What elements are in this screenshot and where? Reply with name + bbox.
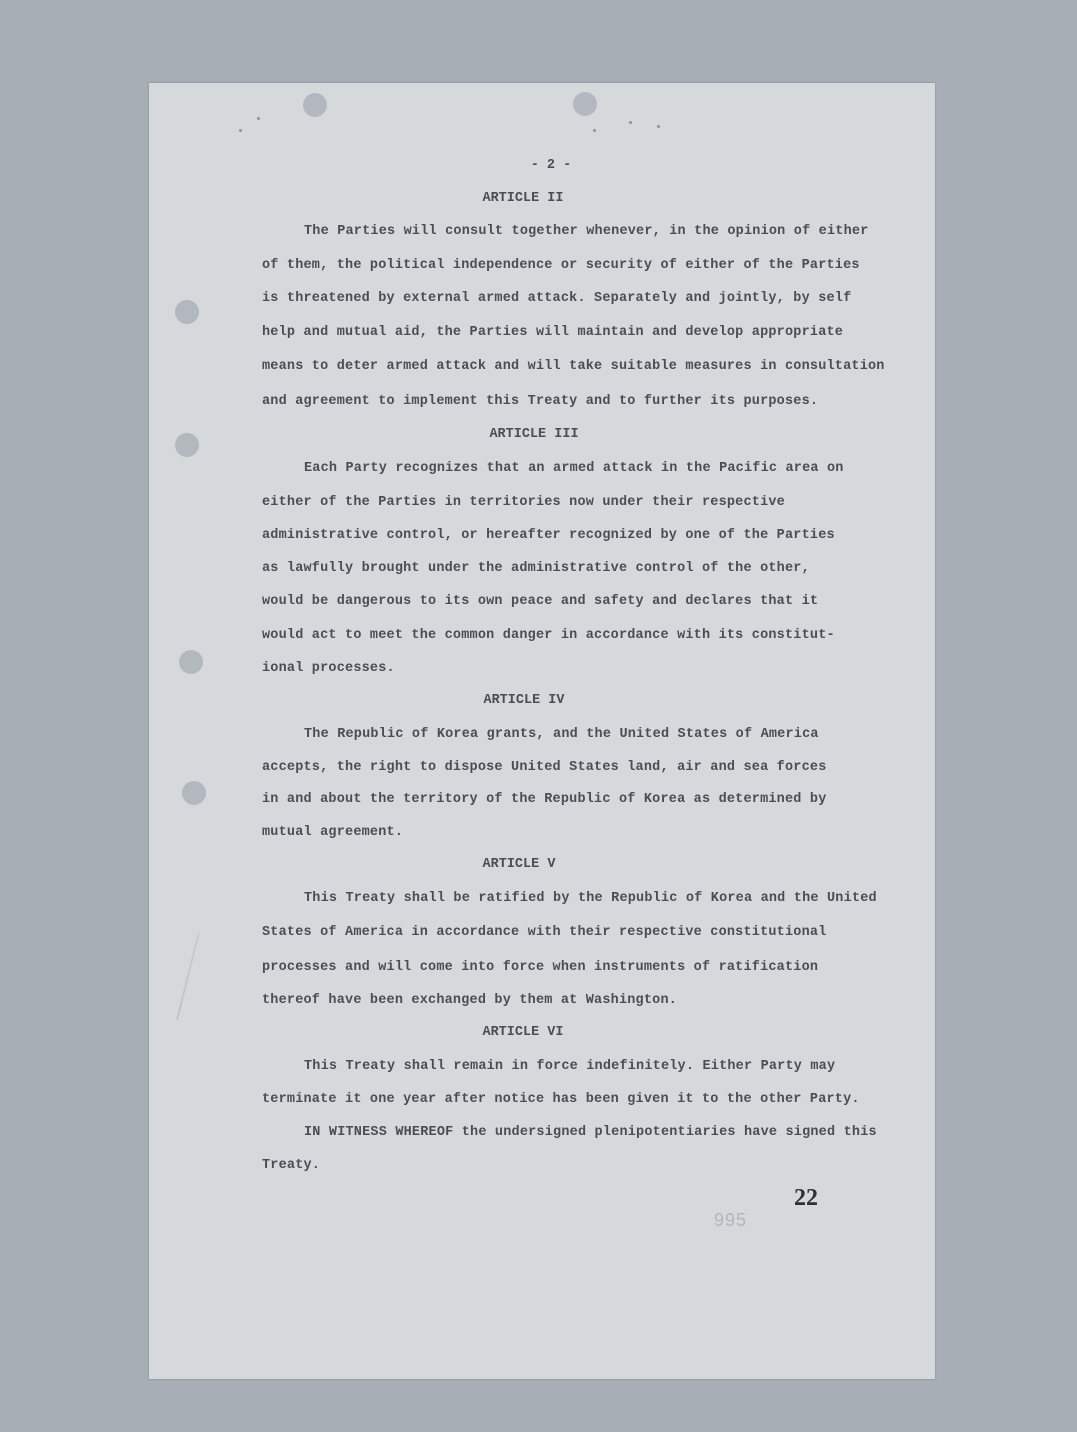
article-6-line: This Treaty shall remain in force indefinitely. Either Party may <box>304 1059 836 1074</box>
paper-speck <box>257 117 260 120</box>
article-4-heading: ARTICLE IV <box>483 693 565 708</box>
article-2-line: help and mutual aid, the Parties will maintain and develop appropriate <box>262 325 844 340</box>
punch-hole-side-3 <box>179 650 203 674</box>
article-2-heading: ARTICLE II <box>482 191 564 206</box>
article-5-heading: ARTICLE V <box>482 857 556 872</box>
article-3-line: either of the Parties in territories now under their respective <box>262 495 785 510</box>
paper-speck <box>629 121 632 124</box>
article-3-heading: ARTICLE III <box>489 427 579 442</box>
punch-hole-top-left <box>303 93 327 117</box>
witness-line: Treaty. <box>262 1158 321 1173</box>
punch-hole-side-1 <box>175 300 199 324</box>
punch-hole-side-4 <box>182 781 206 805</box>
article-6-line: terminate it one year after notice has been given it to the other Party. <box>262 1092 860 1107</box>
article-3-line: as lawfully brought under the administrative control of the other, <box>262 561 810 576</box>
article-3-line: administrative control, or hereafter recognized by one of the Parties <box>262 528 835 543</box>
paper-crease <box>176 932 200 1020</box>
article-2-line: of them, the political independence or security of either of the Parties <box>262 258 860 273</box>
article-3-line: would act to meet the common danger in accordance with its constitut- <box>262 628 835 643</box>
witness-line: IN WITNESS WHEREOF the undersigned plenipotentiaries have signed this <box>304 1125 877 1140</box>
document-page <box>149 83 935 1379</box>
article-2-line: is threatened by external armed attack. Separately and jointly, by self <box>262 291 852 306</box>
article-3-line: would be dangerous to its own peace and safety and declares that it <box>262 594 819 609</box>
article-5-line: thereof have been exchanged by them at Washington. <box>262 993 678 1008</box>
punch-hole-top-right <box>573 92 597 116</box>
punch-hole-side-2 <box>175 433 199 457</box>
article-6-heading: ARTICLE VI <box>482 1025 564 1040</box>
article-5-line: processes and will come into force when instruments of ratification <box>262 960 819 975</box>
paper-speck <box>657 125 660 128</box>
stamped-page-number: 22 <box>794 1185 818 1211</box>
article-2-line: and agreement to implement this Treaty and to further its purposes. <box>262 394 819 409</box>
archive-number: 995 <box>714 1210 748 1230</box>
article-5-line: This Treaty shall be ratified by the Republic of Korea and the United <box>304 891 877 906</box>
article-2-line: The Parties will consult together whenever, in the opinion of either <box>304 224 869 239</box>
page-number: - 2 - <box>530 158 572 173</box>
article-3-line: ional processes. <box>262 661 395 676</box>
article-2-line: means to deter armed attack and will take suitable measures in consultation <box>262 359 885 374</box>
paper-speck <box>239 129 242 132</box>
paper-speck <box>593 129 596 132</box>
article-4-line: in and about the territory of the Republic of Korea as determined by <box>262 792 827 807</box>
article-4-line: mutual agreement. <box>262 825 404 840</box>
article-3-line: Each Party recognizes that an armed attack in the Pacific area on <box>304 461 844 476</box>
article-4-line: accepts, the right to dispose United States land, air and sea forces <box>262 760 827 775</box>
article-5-line: States of America in accordance with their respective constitutional <box>262 925 827 940</box>
article-4-line: The Republic of Korea grants, and the United States of America <box>304 727 819 742</box>
